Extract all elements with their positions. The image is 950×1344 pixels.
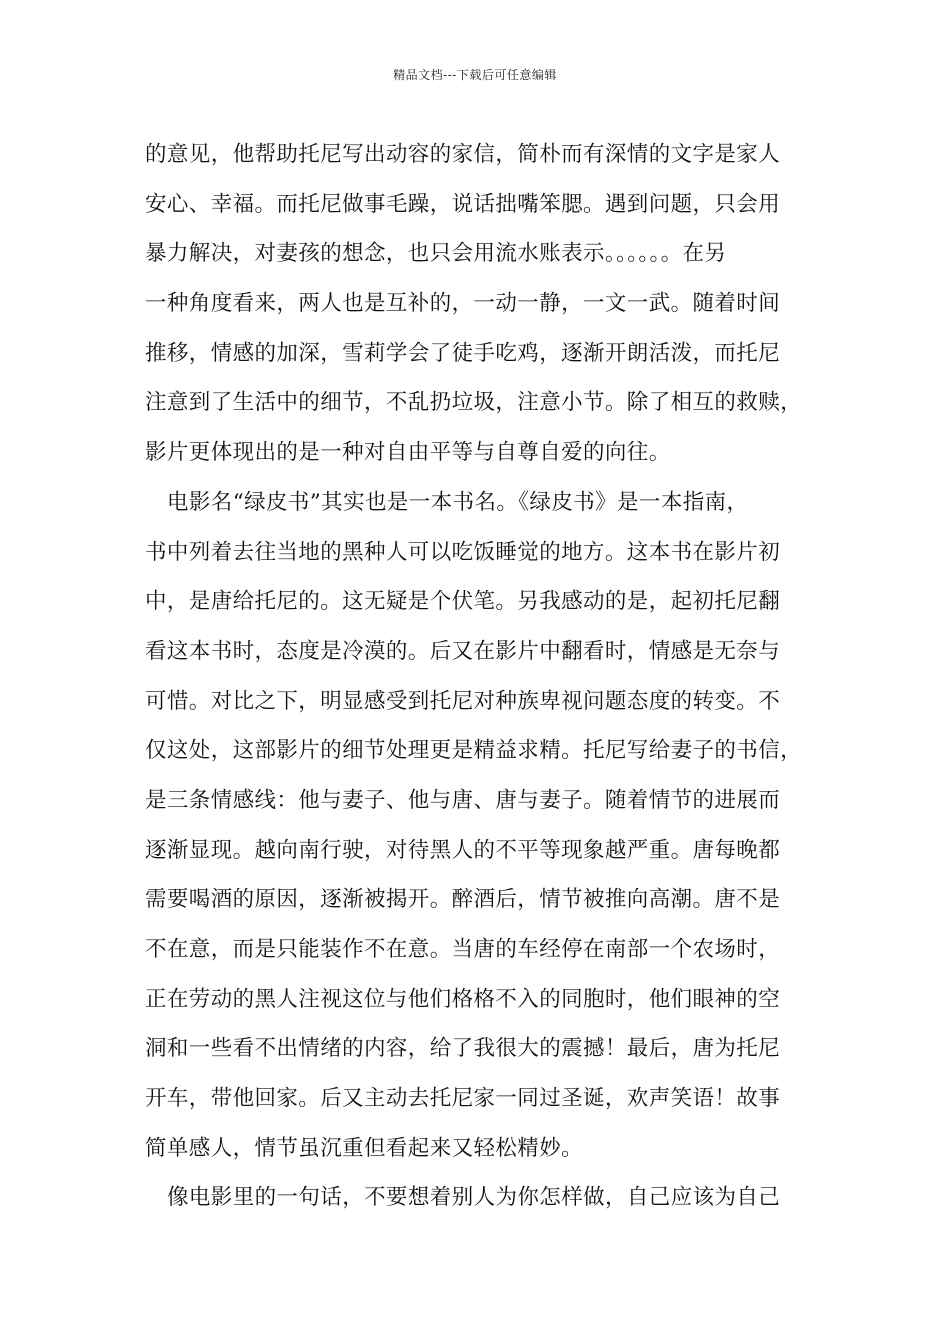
text-line: 书中列着去往当地的黑种人可以吃饭睡觉的地方。这本书在影片初 xyxy=(145,539,781,565)
text-line: 注意到了生活中的细节，不乱扔垃圾，注意小节。除了相互的救赎， xyxy=(145,390,803,416)
text-line: 看这本书时，态度是冷漠的。后又在影片中翻看时，情感是无奈与 xyxy=(145,638,781,664)
text-line: 是三条情感线：他与妻子、他与唐、唐与妻子。随着情节的进展而 xyxy=(145,787,781,813)
text-line: 可惜。对比之下，明显感受到托尼对种族卑视问题态度的转变。不 xyxy=(145,688,781,714)
text-line: 逐渐显现。越向南行驶，对待黑人的不平等现象越严重。唐每晚都 xyxy=(145,837,781,863)
text-line: 开车，带他回家。后又主动去托尼家一同过圣诞，欢声笑语！故事 xyxy=(145,1086,781,1112)
text-line: 影片更体现出的是一种对自由平等与自尊自爱的向往。 xyxy=(145,440,671,466)
document-body xyxy=(145,130,825,1223)
text-line: 的意见，他帮助托尼写出动容的家信，简朴而有深情的文字是家人 xyxy=(145,142,781,167)
text-line: 一种角度看来，两人也是互补的，一动一静，一文一武。随着时间 xyxy=(145,291,781,317)
paragraph-start-line: 电影名“绿皮书”其实也是一本书名。《绿皮书》是一本指南， xyxy=(167,489,749,515)
paragraph-start-line: 像电影里的一句话，不要想着别人为你怎样做，自己应该为自己 xyxy=(167,1185,781,1211)
text-line: 仅这处，这部影片的细节处理更是精益求精。托尼写给妻子的书信， xyxy=(145,738,803,764)
text-line: 暴力解决，对妻孩的想念，也只会用流水账表示。。。。。。在另 xyxy=(145,241,727,267)
text-line: 正在劳动的黑人注视这位与他们格格不入的同胞时，他们眼神的空 xyxy=(145,986,781,1012)
text-line: 安心、幸福。而托尼做事毛躁，说话拙嘴笨腮。遇到问题，只会用 xyxy=(145,191,781,217)
text-line: 推移，情感的加深，雪莉学会了徒手吃鸡，逐渐开朗活泼，而托尼 xyxy=(145,340,781,366)
text-line: 需要喝酒的原因，逐渐被揭开。醉酒后，情节被推向高潮。唐不是 xyxy=(145,887,781,913)
text-line: 不在意，而是只能装作不在意。当唐的车经停在南部一个农场时， xyxy=(145,937,781,962)
page-header: 精品文档---下载后可任意编辑 xyxy=(393,68,557,82)
text-line: 简单感人，情节虽沉重但看起来又轻松精妙。 xyxy=(145,1135,584,1161)
text-line: 中，是唐给托尼的。这无疑是个伏笔。另我感动的是，起初托尼翻 xyxy=(145,589,781,615)
text-line: 洞和一些看不出情绪的内容，给了我很大的震撼！最后，唐为托尼 xyxy=(145,1036,781,1062)
